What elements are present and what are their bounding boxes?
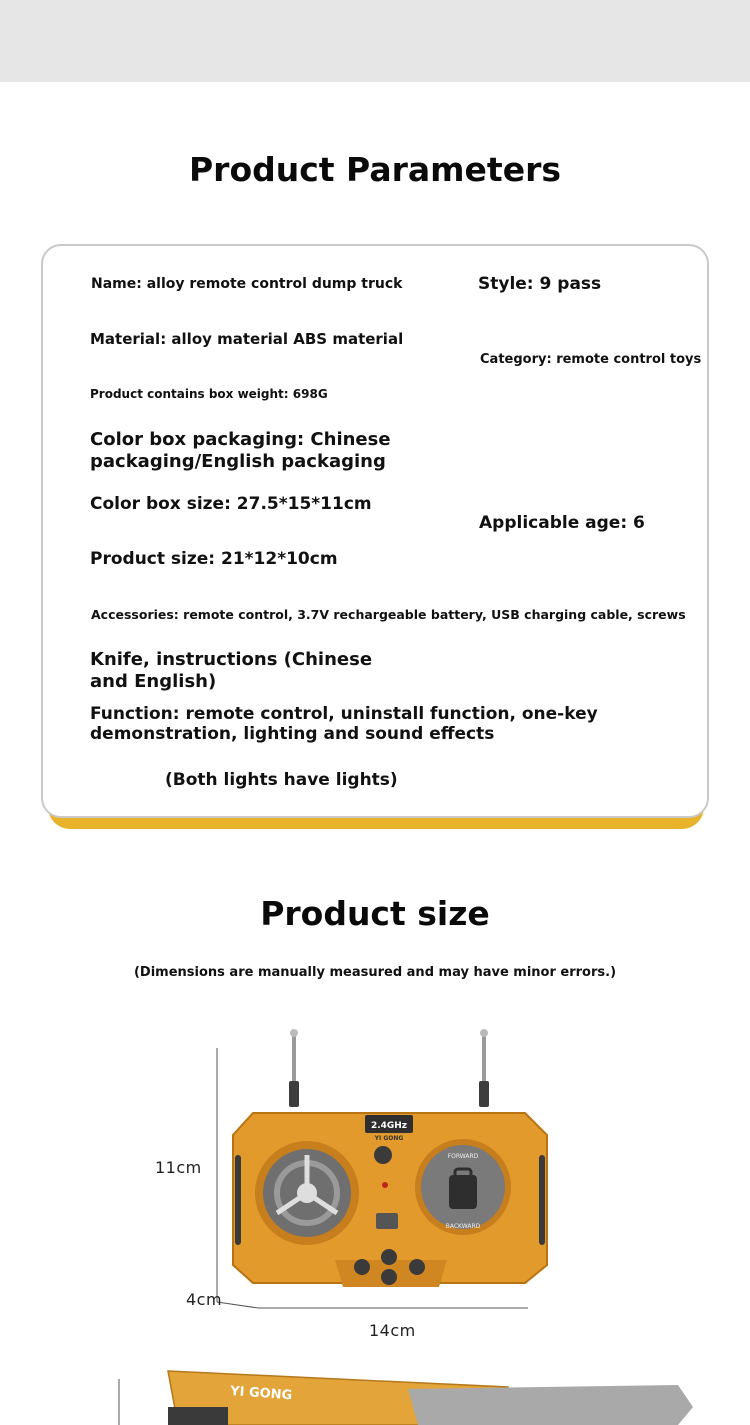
grip-right <box>539 1155 545 1245</box>
param-material: Material: alloy material ABS material <box>90 330 404 348</box>
width-label: 14cm <box>369 1321 416 1340</box>
power-switch <box>376 1213 398 1229</box>
param-category: Category: remote control toys <box>480 352 702 367</box>
dump-truck-image <box>118 1365 718 1425</box>
param-age: Applicable age: 6 <box>479 513 645 533</box>
height-label: 11cm <box>155 1158 202 1177</box>
freq-label: 2.4GHz <box>370 1121 408 1131</box>
param-packaging: Color box packaging: Chinese packaging/English packaging <box>90 429 391 472</box>
antenna-right-tip <box>480 1029 488 1037</box>
param-function: Function: remote control, uninstall function, one-key demonstration, lighting and sound effects <box>90 704 598 745</box>
param-style: Style: 9 pass <box>478 274 602 294</box>
remote-control-image <box>225 1025 555 1295</box>
parameters-title: Product Parameters <box>188 150 562 189</box>
param-knife: Knife, instructions (Chinese and English) <box>90 649 373 692</box>
truck-body <box>408 1385 693 1425</box>
backward-label: BACKWARD <box>445 1223 481 1230</box>
dump-down-button <box>381 1269 397 1285</box>
truck-rear-wheel <box>168 1407 228 1425</box>
param-box-size: Color box size: 27.5*15*11cm <box>90 494 372 514</box>
truck-brand-label: YI GONG <box>229 1384 293 1404</box>
light-button <box>409 1259 425 1275</box>
antenna-left-tip <box>290 1029 298 1037</box>
param-lights: (Both lights have lights) <box>165 770 398 790</box>
grip-left <box>235 1155 241 1245</box>
antenna-left-mount <box>289 1081 299 1107</box>
param-box-weight: Product contains box weight: 698G <box>90 387 328 401</box>
horn-button <box>354 1259 370 1275</box>
forward-label: FORWARD <box>447 1153 479 1160</box>
antenna-right-mount <box>479 1081 489 1107</box>
dump-up-button <box>381 1249 397 1265</box>
top-band <box>0 0 750 82</box>
size-note: (Dimensions are manually measured and may have minor errors.) <box>133 965 617 980</box>
param-product-size: Product size: 21*12*10cm <box>90 549 338 569</box>
depth-label: 4cm <box>186 1290 223 1309</box>
power-led <box>382 1182 388 1188</box>
param-name: Name: alloy remote control dump truck <box>91 276 403 292</box>
size-title: Product size <box>260 894 490 933</box>
demo-button <box>374 1146 392 1164</box>
param-accessories: Accessories: remote control, 3.7V rechargeable battery, USB charging cable, screws <box>91 607 686 622</box>
brand-label: YI GONG <box>374 1135 404 1142</box>
